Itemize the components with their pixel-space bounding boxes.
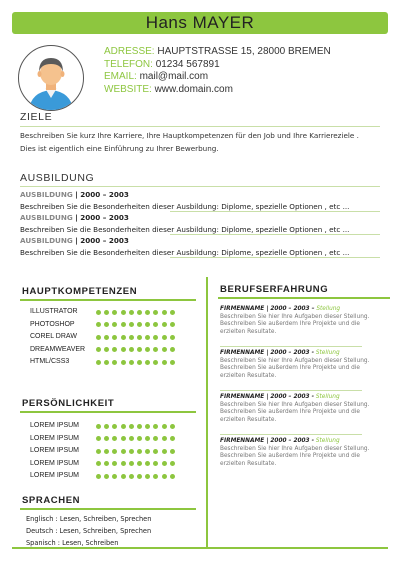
- rating-dot-icon: [137, 449, 142, 454]
- rating-dot-icon: [137, 424, 142, 429]
- skill-rating-dots: [96, 322, 175, 327]
- skill-row: [30, 356, 175, 369]
- berufserfahrung-heading: BERUFSERFAHRUNG: [220, 284, 329, 295]
- rating-dot-icon: [129, 461, 134, 466]
- skill-name: LOREM IPSUM: [30, 447, 80, 454]
- skill-row: [30, 470, 175, 483]
- rating-dot-icon: [104, 310, 109, 315]
- ziele-heading: ZIELE: [20, 111, 53, 123]
- rating-dot-icon: [153, 335, 158, 340]
- rating-dot-icon: [162, 449, 167, 454]
- rating-dot-icon: [104, 360, 109, 365]
- rating-dot-icon: [96, 310, 101, 315]
- rating-dot-icon: [96, 322, 101, 327]
- rating-dot-icon: [162, 310, 167, 315]
- job-entry: FIRMENNAME | 2000 – 2003 – Stellung Beschreiben Sie hier Ihre Aufgaben dieser Stellung. Beschreiben Sie außerdem Ihre Projekte und die erzielten Resultate.: [220, 306, 370, 335]
- skill-rating-dots: [96, 347, 175, 352]
- job-entry: FIRMENNAME | 2000 – 2003 - Stellung Beschreiben Sie hier Ihre Aufgaben dieser Stellung. Beschreiben Sie außerdem Ihre Projekte und die erzielten Resultate.: [220, 394, 370, 423]
- skill-rating-dots: [96, 335, 175, 340]
- rating-dot-icon: [112, 449, 117, 454]
- contact-phone: TELEFON: 01234 567891: [104, 58, 220, 70]
- skill-row: [30, 306, 175, 319]
- full-name: Hans MAYER: [145, 13, 255, 32]
- rating-dot-icon: [112, 436, 117, 441]
- skill-row: [30, 433, 175, 446]
- rating-dot-icon: [112, 461, 117, 466]
- rating-dot-icon: [153, 474, 158, 479]
- skill-name: HTML/CSS3: [30, 358, 70, 365]
- job-divider: [220, 346, 362, 347]
- rating-dot-icon: [170, 474, 175, 479]
- column-divider: [206, 277, 208, 547]
- rating-dot-icon: [96, 449, 101, 454]
- skill-row: [30, 420, 175, 433]
- skill-row: [30, 458, 175, 471]
- skill-row: [30, 331, 175, 344]
- sprache-item: Spanisch : Lesen, Schreiben: [26, 539, 119, 547]
- rating-dot-icon: [153, 322, 158, 327]
- ausbildung-item: AUSBILDUNG | 2000 – 2003 Beschreiben Sie die Besonderheiten dieser Ausbildung: Diplome, spezielle Optionen , etc ...: [20, 213, 350, 234]
- skill-rating-dots: [96, 436, 175, 441]
- rating-dot-icon: [104, 424, 109, 429]
- rating-dot-icon: [112, 360, 117, 365]
- rating-dot-icon: [153, 310, 158, 315]
- rating-dot-icon: [96, 347, 101, 352]
- rating-dot-icon: [170, 461, 175, 466]
- skill-rating-dots: [96, 461, 175, 466]
- contact-address: ADRESSE: HAUPTSTRASSE 15, 28000 BREMEN: [104, 46, 331, 57]
- skill-name: COREL DRAW: [30, 333, 77, 340]
- skill-row: [30, 445, 175, 458]
- rating-dot-icon: [145, 347, 150, 352]
- rating-dot-icon: [129, 474, 134, 479]
- rating-dot-icon: [162, 424, 167, 429]
- rating-dot-icon: [137, 436, 142, 441]
- rating-dot-icon: [137, 322, 142, 327]
- persoenlichkeit-list: [30, 420, 175, 483]
- rating-dot-icon: [121, 424, 126, 429]
- rating-dot-icon: [129, 347, 134, 352]
- contact-email: EMAIL: mail@mail.com: [104, 71, 209, 82]
- rating-dot-icon: [145, 436, 150, 441]
- rating-dot-icon: [112, 474, 117, 479]
- skill-rating-dots: [96, 360, 175, 365]
- rating-dot-icon: [112, 322, 117, 327]
- rating-dot-icon: [162, 461, 167, 466]
- rating-dot-icon: [145, 461, 150, 466]
- rating-dot-icon: [129, 310, 134, 315]
- ausbildung-item: AUSBILDUNG | 2000 – 2003 Beschreiben Sie die Besonderheiten dieser Ausbildung: Diplome, spezielle Optionen , etc ...: [20, 236, 350, 257]
- rating-dot-icon: [104, 449, 109, 454]
- contact-website: WEBSITE: www.domain.com: [104, 83, 233, 95]
- skill-row: [30, 319, 175, 332]
- ziele-divider: [20, 126, 380, 127]
- rating-dot-icon: [129, 436, 134, 441]
- sprachen-heading: SPRACHEN: [22, 495, 81, 506]
- rating-dot-icon: [121, 310, 126, 315]
- rating-dot-icon: [121, 461, 126, 466]
- rating-dot-icon: [153, 424, 158, 429]
- rating-dot-icon: [96, 474, 101, 479]
- rating-dot-icon: [129, 424, 134, 429]
- rating-dot-icon: [137, 360, 142, 365]
- rating-dot-icon: [129, 322, 134, 327]
- rating-dot-icon: [145, 335, 150, 340]
- sprache-item: Deutsch : Lesen, Schreiben, Sprechen: [26, 527, 152, 535]
- rating-dot-icon: [162, 474, 167, 479]
- sprachen-list: [26, 513, 151, 549]
- skill-name: LOREM IPSUM: [30, 422, 80, 429]
- rating-dot-icon: [121, 335, 126, 340]
- rating-dot-icon: [145, 310, 150, 315]
- ausbildung-heading: AUSBILDUNG: [20, 172, 95, 184]
- rating-dot-icon: [96, 436, 101, 441]
- rating-dot-icon: [145, 322, 150, 327]
- bottom-divider: [12, 547, 388, 549]
- rating-dot-icon: [162, 436, 167, 441]
- skill-name: LOREM IPSUM: [30, 472, 80, 479]
- rating-dot-icon: [112, 310, 117, 315]
- rating-dot-icon: [121, 360, 126, 365]
- rating-dot-icon: [153, 461, 158, 466]
- rating-dot-icon: [121, 436, 126, 441]
- hauptkompetenzen-divider: [20, 299, 196, 301]
- ausbildung-item: AUSBILDUNG | 2000 – 2003 Beschreiben Sie die Besonderheiten dieser Ausbildung: Diplome, spezielle Optionen , etc ...: [20, 190, 350, 211]
- rating-dot-icon: [137, 461, 142, 466]
- rating-dot-icon: [153, 436, 158, 441]
- ausbildung-divider: [20, 186, 380, 187]
- skill-rating-dots: [96, 449, 175, 454]
- rating-dot-icon: [104, 461, 109, 466]
- skill-name: PHOTOSHOP: [30, 320, 75, 328]
- rating-dot-icon: [170, 322, 175, 327]
- ausbildung-item-divider: [170, 257, 380, 258]
- skill-name: DREAMWEAVER: [30, 345, 86, 353]
- hauptkompetenzen-heading: HAUPTKOMPETENZEN: [22, 286, 138, 297]
- skill-rating-dots: [96, 474, 175, 479]
- rating-dot-icon: [121, 322, 126, 327]
- rating-dot-icon: [104, 322, 109, 327]
- rating-dot-icon: [170, 424, 175, 429]
- rating-dot-icon: [145, 424, 150, 429]
- rating-dot-icon: [162, 347, 167, 352]
- rating-dot-icon: [104, 347, 109, 352]
- skill-rating-dots: [96, 424, 175, 429]
- rating-dot-icon: [129, 335, 134, 340]
- rating-dot-icon: [129, 360, 134, 365]
- rating-dot-icon: [137, 335, 142, 340]
- rating-dot-icon: [153, 449, 158, 454]
- rating-dot-icon: [104, 436, 109, 441]
- avatar: [18, 45, 84, 111]
- skill-rating-dots: [96, 310, 175, 315]
- sprache-item: Englisch : Lesen, Schreiben, Sprechen: [26, 515, 152, 523]
- rating-dot-icon: [170, 347, 175, 352]
- rating-dot-icon: [96, 360, 101, 365]
- skill-name: LOREM IPSUM: [30, 459, 80, 467]
- skill-name: LOREM IPSUM: [30, 434, 80, 442]
- rating-dot-icon: [162, 322, 167, 327]
- sprachen-divider: [20, 508, 196, 510]
- job-entry: FIRMENNAME | 2000 – 2003 - Stellung Beschreiben Sie hier Ihre Aufgaben dieser Stellung. Beschreiben Sie außerdem Ihre Projekte und die erzielten Resultate.: [220, 350, 370, 379]
- rating-dot-icon: [170, 449, 175, 454]
- rating-dot-icon: [137, 347, 142, 352]
- rating-dot-icon: [162, 335, 167, 340]
- rating-dot-icon: [145, 474, 150, 479]
- skill-name: ILLUSTRATOR: [30, 308, 78, 315]
- name-header-bar: [12, 12, 388, 34]
- rating-dot-icon: [145, 449, 150, 454]
- rating-dot-icon: [121, 347, 126, 352]
- rating-dot-icon: [121, 449, 126, 454]
- rating-dot-icon: [170, 335, 175, 340]
- rating-dot-icon: [96, 424, 101, 429]
- person-icon: [19, 46, 83, 110]
- ziele-text: Beschreiben Sie kurz Ihre Karriere, Ihre Hauptkompetenzen für den Job und Ihre Karriereziele . Dies ist eigentlich eine Einführung zu Ihrer Bewerbung.: [20, 131, 359, 153]
- rating-dot-icon: [96, 335, 101, 340]
- persoenlichkeit-divider: [20, 411, 196, 413]
- rating-dot-icon: [104, 335, 109, 340]
- rating-dot-icon: [129, 449, 134, 454]
- rating-dot-icon: [112, 335, 117, 340]
- rating-dot-icon: [112, 424, 117, 429]
- rating-dot-icon: [153, 360, 158, 365]
- rating-dot-icon: [170, 360, 175, 365]
- rating-dot-icon: [121, 474, 126, 479]
- rating-dot-icon: [170, 436, 175, 441]
- berufserfahrung-divider: [218, 297, 390, 299]
- rating-dot-icon: [170, 310, 175, 315]
- skill-row: [30, 344, 175, 357]
- hauptkompetenzen-list: [30, 306, 175, 369]
- rating-dot-icon: [96, 461, 101, 466]
- rating-dot-icon: [104, 474, 109, 479]
- job-divider: [220, 390, 362, 391]
- rating-dot-icon: [112, 347, 117, 352]
- persoenlichkeit-heading: PERSÖNLICHKEIT: [22, 398, 115, 409]
- rating-dot-icon: [137, 474, 142, 479]
- rating-dot-icon: [153, 347, 158, 352]
- job-divider: [220, 434, 362, 435]
- rating-dot-icon: [137, 310, 142, 315]
- rating-dot-icon: [162, 360, 167, 365]
- rating-dot-icon: [145, 360, 150, 365]
- job-entry: FIRMENNAME | 2000 – 2003 - Stellung Beschreiben Sie hier Ihre Aufgaben dieser Stellung. Beschreiben Sie außerdem Ihre Projekte und die erzielten Resultate.: [220, 438, 370, 467]
- contact-block: [104, 46, 331, 96]
